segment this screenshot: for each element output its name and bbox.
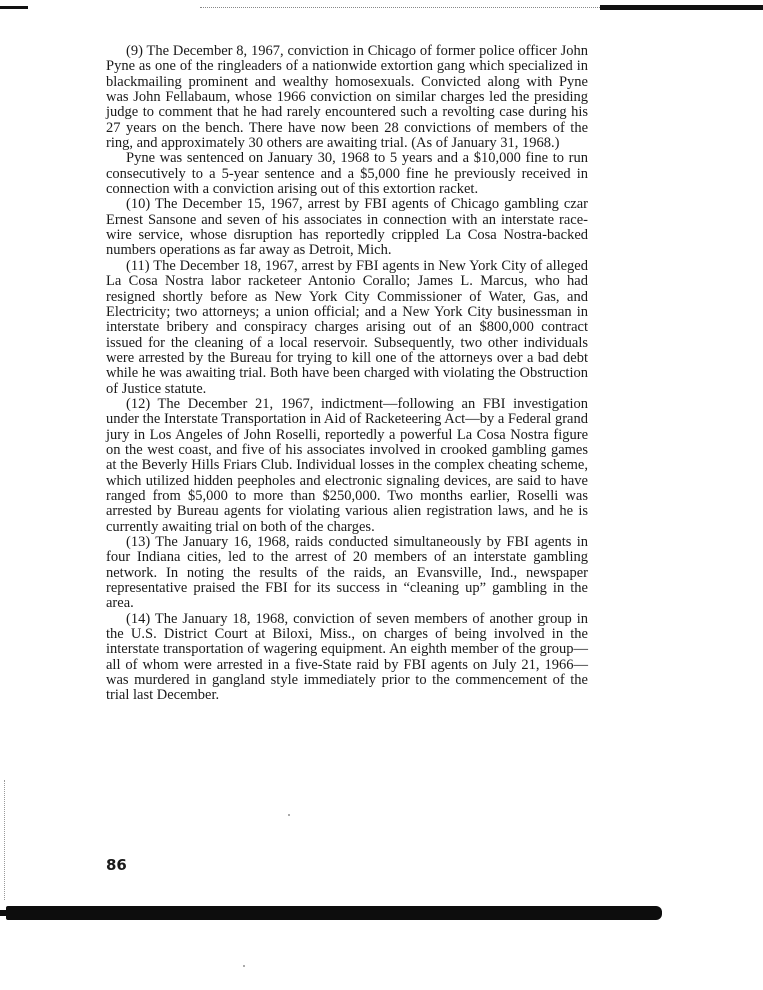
paragraph-item-12: (12) The December 21, 1967, indictment—following an FBI investigation under the Interstate Transportation in Aid of Racketeering Act—by a Federal grand jury in Los Angeles of John Roselli, reportedly a powerful La Cosa Nostra figure on the west coast, and five of his associates involved in crooked gambling games at the Beverly Hills Friars Club. Individual losses in the complex cheating scheme, which utilized hidden peepholes and electronic signaling devices, are said to have ranged from $5,000 to more than $250,000. Two months earlier, Roselli was arrested by Bureau agents for violating various alien registration laws, and he is currently awaiting trial on both of the charges.	[106, 395, 588, 535]
paragraph-pyne-sentence: Pyne was sentenced on January 30, 1968 to 5 years and a $10,000 fine to run consecutively to a 5-year sentence and a $5,000 fine he previously received in connection with a conviction arising out of this extortion racket.	[106, 150, 588, 198]
page-number: 86	[106, 856, 127, 874]
paragraph-item-13: (13) The January 16, 1968, raids conducted simultaneously by FBI agents in four Indiana cities, led to the arrest of 20 members of an interstate gambling network. In noting the results of the raids, an Evansville, Ind., newspaper representative praised the FBI for its success in “cleaning up” gambling in the area.	[106, 534, 588, 612]
paragraph-item-11: (11) The December 18, 1967, arrest by FBI agents in New York City of alleged La Cosa Nostra labor racketeer Antonio Corallo; James L. Marcus, who had resigned shortly before as New York City Commissioner of Water, Gas, and Electricity; two attorneys; a union official; and a New York City businessman in interstate bribery and conspiracy charges arising out of an $800,000 contract issued for the cleaning of a local reservoir. Subsequently, two other individuals were arrested by the Bureau for trying to kill one of the attorneys over a bad debt while he was awaiting trial. Both have been charged with violating the Obstruction of Justice statute.	[106, 257, 588, 397]
bottom-rule-bar	[6, 906, 662, 920]
scan-speck-bottom	[243, 965, 245, 967]
body-text	[106, 44, 588, 704]
top-rule-right	[600, 5, 763, 10]
scan-speck	[288, 814, 290, 816]
scan-edge-dots	[4, 780, 6, 900]
paragraph-item-9: (9) The December 8, 1967, conviction in Chicago of former police officer John Pyne as one of the ringleaders of a nationwide extortion gang which specialized in blackmailing prominent and wealthy homosexuals. Convicted along with Pyne was John Fellabaum, whose 1966 conviction on similar charges led the presiding judge to comment that he had rarely encountered such a revolting case during his 27 years on the bench. There have now been 28 convictions of members of the ring, and approximately 30 others are awaiting trial. (As of January 31, 1968.)	[106, 43, 588, 152]
paragraph-item-10: (10) The December 15, 1967, arrest by FBI agents of Chicago gambling czar Ernest Sansone and seven of his associates in connection with an interstate race-wire service, whose disruption has reportedly crippled La Cosa Nostra-backed numbers operations as far away as Detroit, Mich.	[106, 196, 588, 259]
paragraph-item-14: (14) The January 18, 1968, conviction of seven members of another group in the U.S. District Court at Biloxi, Miss., on charges of being involved in the interstate transportation of wagering equipment. An eighth member of the group—all of whom were arrested in a five-State raid by FBI agents on July 21, 1966—was murdered in gangland style immediately prior to the commencement of the trial last December.	[106, 610, 588, 704]
top-dotted-rule	[200, 7, 600, 9]
